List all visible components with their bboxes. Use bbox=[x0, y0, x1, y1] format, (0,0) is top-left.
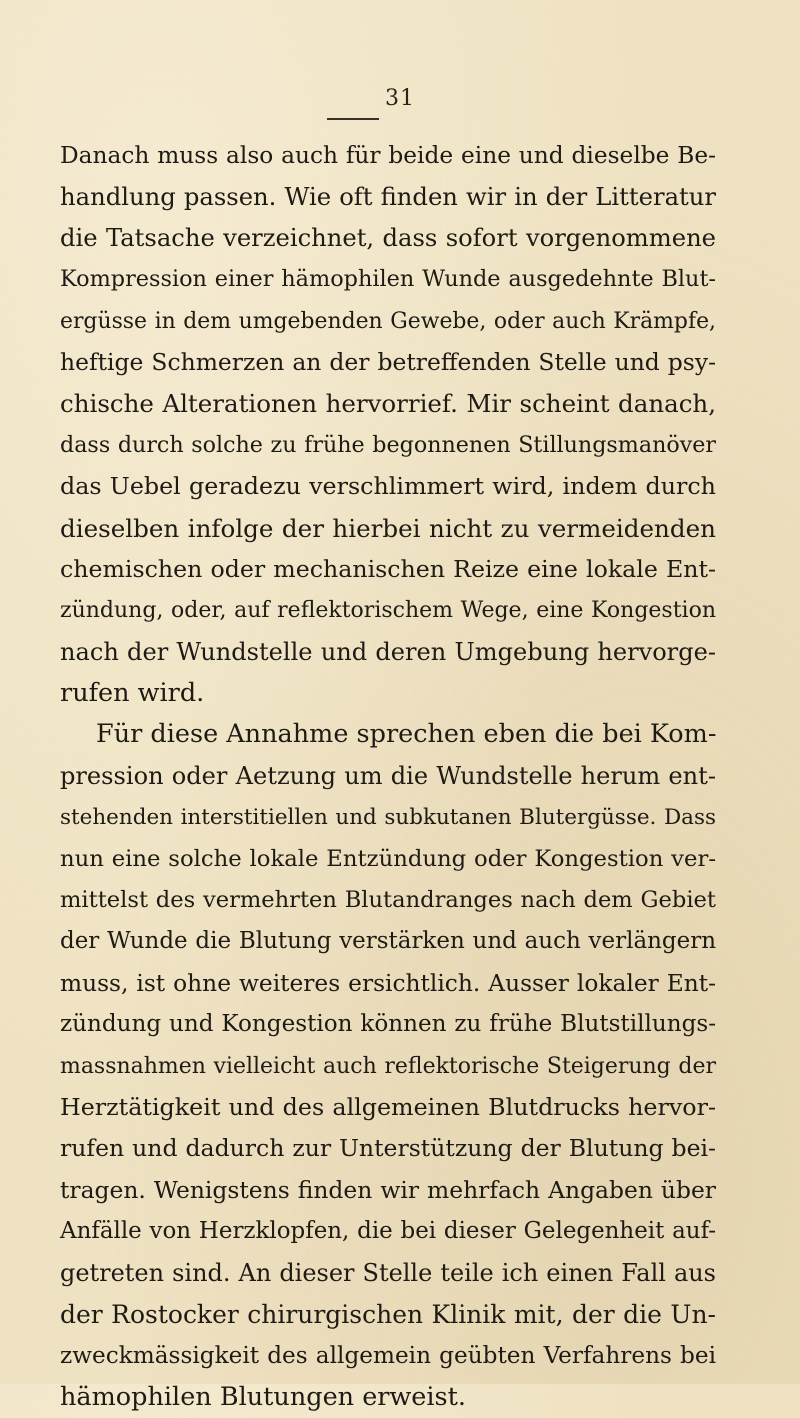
text-line: Anfälle von Herzklopfen, die bei dieser Gelegenheit auf- bbox=[60, 1218, 716, 1245]
text-line: getreten sind. An dieser Stelle teile ich einen Fall aus bbox=[60, 1258, 716, 1287]
text-line: die Tatsache verzeichnet, dass sofort vorgenommene bbox=[60, 223, 716, 252]
text-line: hämophilen Blutungen erweist. bbox=[60, 1381, 466, 1412]
text-line: Danach muss also auch für beide eine und dieselbe Be- bbox=[60, 142, 716, 169]
text-line: massnahmen vielleicht auch reflektorische Steigerung der bbox=[60, 1053, 716, 1079]
text-line: rufen und dadurch zur Unterstützung der Blutung bei- bbox=[60, 1134, 716, 1163]
text-line: nun eine solche lokale Entzündung oder Kongestion ver- bbox=[60, 845, 716, 872]
text-line: das Uebel geradezu verschlimmert wird, indem durch bbox=[60, 472, 716, 501]
text-line: zündung, oder, auf reflektorischem Wege, eine Kongestion bbox=[60, 598, 716, 624]
text-line: zündung und Kongestion können zu frühe Blutstillungs- bbox=[60, 1011, 716, 1038]
text-line: rufen wird. bbox=[60, 678, 205, 709]
text-line: ergüsse in dem umgebenden Gewebe, oder auch Krämpfe, bbox=[60, 308, 716, 334]
text-line: nach der Wundstelle und deren Umgebung hervorge- bbox=[60, 637, 716, 666]
text-line: mittelst des vermehrten Blutandranges nach dem Gebiet bbox=[60, 887, 716, 914]
text-line: Herztätigkeit und des allgemeinen Blutdrucks hervor- bbox=[60, 1092, 716, 1121]
text-line: muss, ist ohne weiteres ersichtlich. Ausser lokaler Ent- bbox=[60, 969, 716, 997]
text-line: chische Alterationen hervorrief. Mir scheint danach, bbox=[60, 389, 716, 419]
text-line: chemischen oder mechanischen Reize eine lokale Ent- bbox=[60, 554, 716, 583]
body-text bbox=[60, 135, 716, 1418]
page-number-rule bbox=[327, 118, 379, 120]
text-line: dass durch solche zu frühe begonnenen Stillungsmanöver bbox=[60, 431, 716, 458]
text-line: der Wunde die Blutung verstärken und auch verlängern bbox=[60, 928, 716, 955]
text-line: stehenden interstitiellen und subkutanen Blutergüsse. Dass bbox=[60, 805, 716, 831]
page-number: 31 bbox=[385, 86, 415, 111]
text-line: handlung passen. Wie oft finden wir in der Litteratur bbox=[60, 182, 716, 212]
text-line: dieselben infolge der hierbei nicht zu vermeidenden bbox=[60, 513, 716, 543]
text-line: tragen. Wenigstens finden wir mehrfach Angaben über bbox=[60, 1175, 716, 1204]
text-line: zweckmässigkeit des allgemein geübten Verfahrens bei bbox=[60, 1342, 716, 1370]
paragraph-1 bbox=[60, 135, 716, 714]
text-line: pression oder Aetzung um die Wundstelle herum ent- bbox=[60, 761, 716, 790]
text-line: heftige Schmerzen an der betreffenden Stelle und psy- bbox=[60, 347, 716, 376]
text-line: Kompression einer hämophilen Wunde ausgedehnte Blut- bbox=[60, 266, 716, 293]
text-line: der Rostocker chirurgischen Klinik mit, der die Un- bbox=[60, 1299, 716, 1329]
paragraph-2 bbox=[60, 714, 716, 1418]
text-line: Für diese Annahme sprechen eben die bei Kom- bbox=[96, 719, 717, 750]
